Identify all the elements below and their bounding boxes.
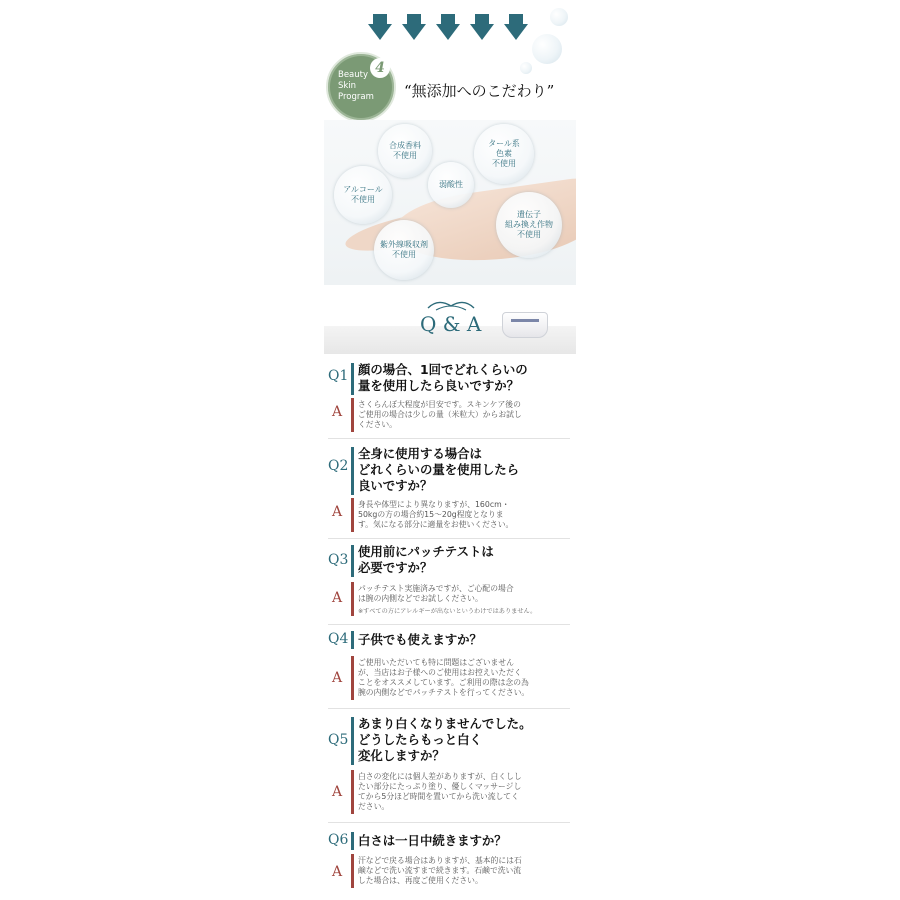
qa-header — [324, 298, 576, 356]
answer-line: す。気になる部分に適量をお使いください。 — [358, 520, 514, 529]
a-bar — [351, 498, 354, 532]
answer-line: 鹸などで洗い流すまで続きます。石鹸で洗い流 — [358, 866, 522, 875]
question-line: 子供でも使えますか？ — [358, 632, 482, 647]
question-line: 必要ですか？ — [358, 560, 433, 575]
jar-label — [511, 319, 539, 322]
badge-line1: Beauty — [338, 70, 369, 80]
question-line: あまり白くなりませんでした。 — [358, 716, 532, 731]
question-line: どれくらいの量を使用したら — [358, 462, 520, 477]
down-arrow-icon — [436, 14, 460, 40]
answer-line: ください。 — [358, 420, 397, 429]
a-bar — [351, 398, 354, 432]
a-bar — [351, 582, 354, 616]
badge-line2: Skin — [338, 81, 357, 91]
answer-line: てから5分ほど時間を置いてから洗い流してく — [358, 792, 519, 801]
down-arrows — [368, 14, 538, 42]
question-line: 使用前にパッチテストは — [358, 544, 494, 559]
q-label: Q6 — [328, 832, 349, 848]
separator — [328, 438, 570, 439]
a-label: A — [332, 590, 343, 606]
q-label: Q3 — [328, 552, 349, 568]
ornament-icon — [426, 298, 476, 312]
separator — [328, 822, 570, 823]
question-line: どうしたらもっと白く — [358, 732, 482, 747]
answer-line: した場合は、再度ご使用ください。 — [358, 876, 483, 885]
answer-line: 汗などで戻る場合はありますが、基本的には石 — [358, 856, 522, 865]
a-bar — [351, 770, 354, 814]
answer-line: 腕の内側などでパッチテストを行ってください。 — [358, 688, 530, 697]
separator — [328, 624, 570, 625]
decor-bubble — [532, 34, 562, 64]
badge-line3: Program — [338, 92, 374, 102]
q-label: Q1 — [328, 368, 349, 384]
a-label: A — [332, 404, 343, 420]
a-label: A — [332, 670, 343, 686]
answer-line: が、当店はお子様へのご使用はお控えいただく — [358, 668, 522, 677]
content-column — [324, 0, 576, 900]
answer-line: ことをオススメしています。ご利用の際は念の為 — [358, 678, 529, 687]
ingredient-bubble: 遺伝子 組み換え作物 不使用 — [496, 192, 562, 258]
answer-line: 身長や体型により異なりますが、160cm・ — [358, 500, 510, 509]
section-headline: “無添加へのこだわり” — [404, 82, 555, 100]
a-label: A — [332, 504, 343, 520]
ingredient-bubble: タール系 色素 不使用 — [474, 124, 534, 184]
badge-number: 4 — [370, 58, 390, 78]
q-bar — [351, 631, 354, 649]
ingredient-bubble: 合成香料 不使用 — [378, 124, 432, 178]
ingredient-bubble: 弱酸性 — [428, 162, 474, 208]
q-label: Q2 — [328, 458, 349, 474]
answer-line: たい部分にたっぷり塗り、優しくマッサージし — [358, 782, 522, 791]
q-bar — [351, 363, 354, 395]
question-line: 量を使用したら良いですか？ — [358, 378, 520, 393]
answer-line: ださい。 — [358, 802, 390, 811]
q-bar — [351, 717, 354, 765]
question-line: 全身に使用する場合は — [358, 446, 482, 461]
answer-line: さくらんぼ大程度が目安です。スキンケア後の — [358, 400, 521, 409]
down-arrow-icon — [470, 14, 494, 40]
question-line: 良いですか？ — [358, 478, 433, 493]
ingredient-bubble: アルコール 不使用 — [334, 166, 392, 224]
product-jar — [502, 312, 548, 338]
question-line: 顔の場合、1回でどれくらいの — [358, 362, 528, 377]
hand-photo — [324, 120, 576, 285]
decor-bubble — [550, 8, 568, 26]
a-bar — [351, 854, 354, 888]
down-arrow-icon — [504, 14, 528, 40]
answer-line: ご使用の場合は少しの量（米粒大）からお試し — [358, 410, 522, 419]
down-arrow-icon — [368, 14, 392, 40]
answer-line: 白さの変化には個人差がありますが、白くしし — [358, 772, 522, 781]
decor-bubble — [520, 62, 532, 74]
q-bar — [351, 447, 354, 495]
a-label: A — [332, 784, 343, 800]
question-line: 白さは一日中続きますか？ — [358, 833, 507, 848]
answer-line: は腕の内側などでお試しください。 — [358, 594, 483, 603]
ingredient-bubble: 紫外線吸収剤 不使用 — [374, 220, 434, 280]
qa-title: Q & A — [420, 312, 482, 336]
separator — [328, 708, 570, 709]
q-bar — [351, 545, 354, 577]
a-label: A — [332, 864, 343, 880]
answer-line: 50kgの方の場合約15〜20g程度となりま — [358, 510, 504, 519]
answer-line: パッチテスト実施済みですが、ご心配の場合 — [358, 584, 514, 593]
a-bar — [351, 656, 354, 700]
q-label: Q5 — [328, 732, 349, 748]
q-label: Q4 — [328, 631, 349, 647]
answer-line: ご使用いただいても特に問題はございません — [358, 658, 514, 667]
question-line: 変化しますか？ — [358, 748, 445, 763]
down-arrow-icon — [402, 14, 426, 40]
separator — [328, 538, 570, 539]
q-bar — [351, 832, 354, 850]
answer-note: ※すべての方にアレルギーが出ないというわけではありません。 — [358, 608, 537, 615]
